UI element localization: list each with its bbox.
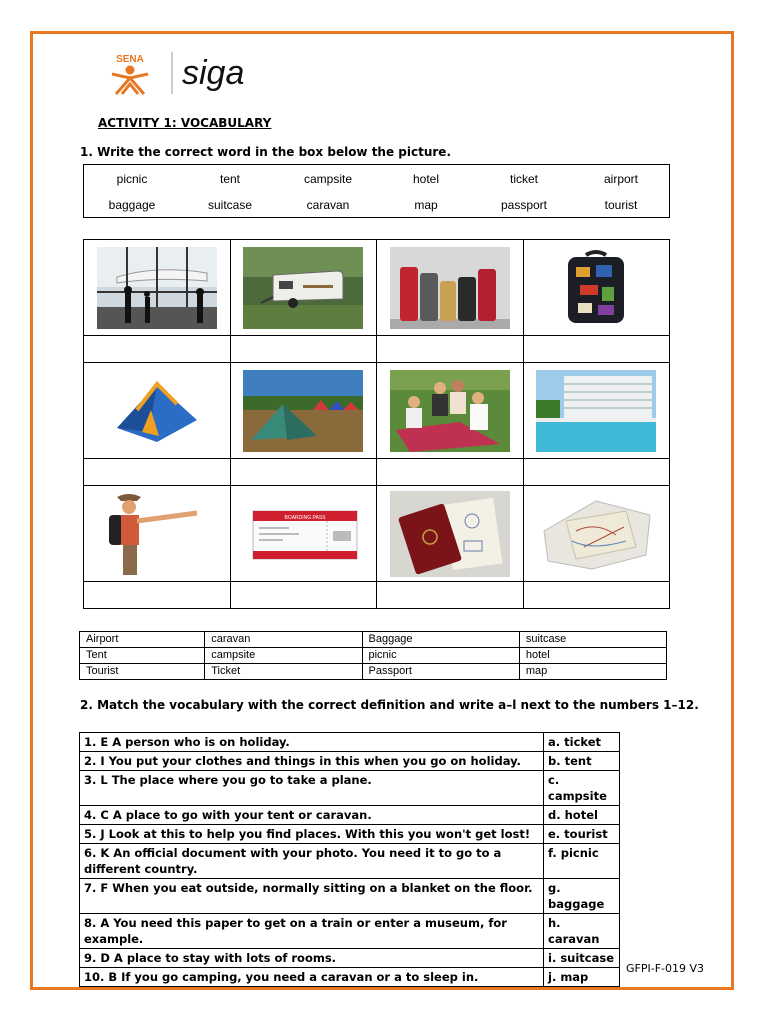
passport-picture (390, 491, 510, 577)
answer-box[interactable] (523, 459, 670, 486)
definition-text: 9. D A place to stay with lots of rooms. (80, 949, 544, 968)
vocabulary-option: d. hotel (544, 806, 620, 825)
definition-row (80, 844, 620, 879)
picture-cell (377, 240, 524, 336)
tent-picture (97, 370, 217, 452)
picture-cell (230, 486, 377, 582)
hotel-picture (536, 370, 656, 452)
answer-cell: hotel (519, 648, 666, 664)
picture-cell (523, 486, 670, 582)
vocabulary-option: b. tent (544, 752, 620, 771)
picture-cell (523, 240, 670, 336)
answer-box[interactable] (230, 459, 377, 486)
vocabulary-option: i. suitcase (544, 949, 620, 968)
definition-text: 1. E A person who is on holiday. (80, 733, 544, 752)
answer-cell: suitcase (519, 632, 666, 648)
definition-row (80, 806, 620, 825)
picture-cell (84, 486, 231, 582)
answer-box[interactable] (523, 336, 670, 363)
answer-box[interactable] (230, 336, 377, 363)
word-bank-item: hotel (412, 172, 440, 186)
picture-cell (523, 363, 670, 459)
answer-cell: picnic (362, 648, 519, 664)
answer-cell: caravan (205, 632, 362, 648)
vocabulary-option: e. tourist (544, 825, 620, 844)
answer-table-row (80, 664, 667, 680)
answer-cell: Passport (362, 664, 519, 680)
definition-row (80, 825, 620, 844)
airport-picture (97, 247, 217, 329)
answer-cell: Airport (80, 632, 205, 648)
answer-cell: Tent (80, 648, 205, 664)
svg-text:siga: siga (182, 54, 245, 92)
answer-cell: map (519, 664, 666, 680)
definition-text: 3. L The place where you go to take a plane. (80, 771, 544, 806)
vocabulary-option: f. picnic (544, 844, 620, 879)
word-bank-item: tourist (604, 198, 638, 212)
definition-row (80, 752, 620, 771)
picture-cell (230, 240, 377, 336)
answer-box[interactable] (377, 582, 524, 609)
definition-text: 2. I You put your clothes and things in this when you go on holiday. (80, 752, 544, 771)
word-bank-item: tent (219, 172, 241, 186)
picture-grid (83, 239, 670, 609)
definitions-table (79, 732, 620, 987)
map-picture (536, 491, 656, 577)
answer-box[interactable] (523, 582, 670, 609)
tourist-picture (97, 491, 217, 577)
question-1-instruction: 1. Write the correct word in the box below the picture. (80, 145, 452, 159)
definition-text: 8. A You need this paper to get on a train or enter a museum, for example. (80, 914, 544, 949)
word-bank-item: caravan (306, 198, 350, 212)
answer-box[interactable] (84, 582, 231, 609)
definition-row (80, 771, 620, 806)
word-bank-item: campsite (303, 172, 353, 186)
campsite-picture (243, 370, 363, 452)
svg-text:SENA: SENA (116, 54, 144, 65)
answer-box[interactable] (377, 459, 524, 486)
picture-cell (377, 486, 524, 582)
answer-cell: Tourist (80, 664, 205, 680)
answer-box[interactable] (377, 336, 524, 363)
answer-cell: campsite (205, 648, 362, 664)
answer-box[interactable] (230, 582, 377, 609)
document-code: GFPI-F-019 V3 (626, 962, 705, 975)
answer-cell: Baggage (362, 632, 519, 648)
picture-cell (84, 363, 231, 459)
word-bank-item: passport (500, 198, 548, 212)
picture-cell (84, 240, 231, 336)
vocabulary-option: j. map (544, 968, 620, 987)
baggage-picture (390, 247, 510, 329)
ticket-picture (243, 491, 363, 577)
word-bank-item: baggage (108, 198, 156, 212)
word-bank (83, 164, 670, 218)
answer-cell: Ticket (205, 664, 362, 680)
picnic-picture (390, 370, 510, 452)
word-bank-item: map (414, 198, 438, 212)
word-bank-item: ticket (509, 172, 539, 186)
picture-cell (377, 363, 524, 459)
picture-cell (230, 363, 377, 459)
question-2-instruction: 2. Match the vocabulary with the correct definition and write a–l next to the numbers 1–12. (80, 698, 699, 712)
caravan-picture (243, 247, 363, 329)
definition-row (80, 949, 620, 968)
definition-row (80, 733, 620, 752)
vocabulary-option: h. caravan (544, 914, 620, 949)
suitcase-picture (536, 247, 656, 329)
definition-row (80, 968, 620, 987)
definition-text: 4. C A place to go with your tent or caravan. (80, 806, 544, 825)
answer-table-row (80, 632, 667, 648)
answer-table-row (80, 648, 667, 664)
answer-box[interactable] (84, 336, 231, 363)
answer-box[interactable] (84, 459, 231, 486)
word-bank-item: suitcase (207, 198, 253, 212)
vocabulary-option: c. campsite (544, 771, 620, 806)
ticket-heading: BOARDING PASS (284, 514, 326, 521)
word-bank-item: airport (603, 172, 639, 186)
word-bank-item: picnic (116, 172, 148, 186)
sena-siga-logo (104, 48, 274, 98)
vocabulary-option: g. baggage (544, 879, 620, 914)
definition-text: 10. B If you go camping, you need a caravan or a to sleep in. (80, 968, 544, 987)
answer-table (79, 631, 667, 680)
definition-text: 7. F When you eat outside, normally sitting on a blanket on the floor. (80, 879, 544, 914)
definition-text: 6. K An official document with your photo. You need it to go to a different country. (80, 844, 544, 879)
activity-title: ACTIVITY 1: VOCABULARY (98, 116, 272, 130)
definition-text: 5. J Look at this to help you find places. With this you won't get lost! (80, 825, 544, 844)
vocabulary-option: a. ticket (544, 733, 620, 752)
definition-row (80, 914, 620, 949)
definition-row (80, 879, 620, 914)
